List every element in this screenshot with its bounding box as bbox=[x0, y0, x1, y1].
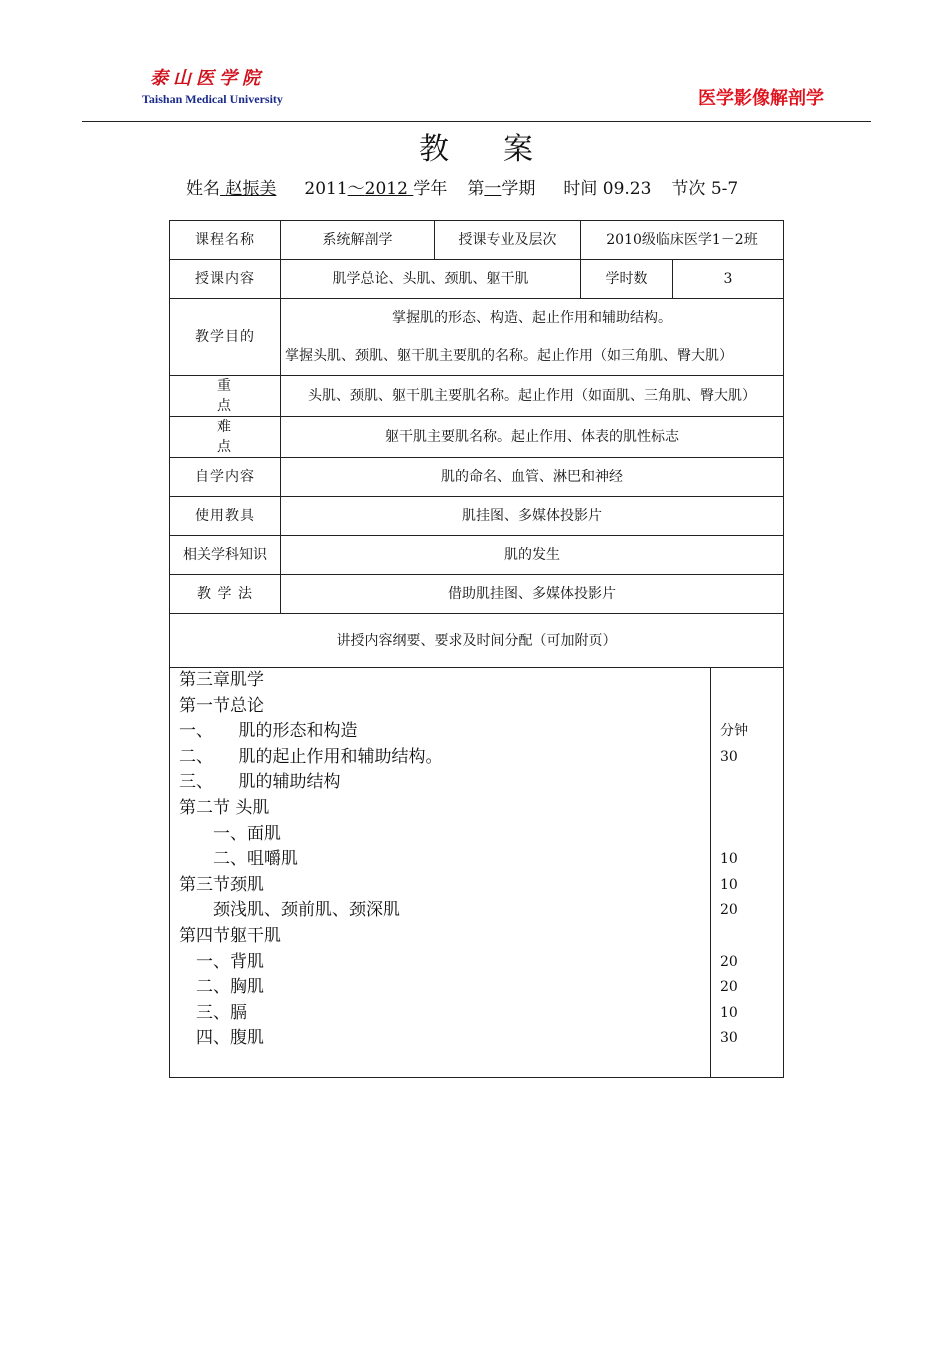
session-value: 节次 5-7 bbox=[671, 179, 739, 199]
outline-line: 颈浅肌、颈前肌、颈深肌 bbox=[179, 900, 400, 921]
row-goal bbox=[170, 299, 784, 376]
minutes-cell: 30 bbox=[720, 748, 738, 765]
goal-line-1: 掌握肌的形态、构造、起止作用和辅助结构。 bbox=[392, 310, 672, 326]
row-key-points bbox=[170, 376, 784, 417]
tools-value: 肌挂图、多媒体投影片 bbox=[281, 497, 784, 536]
outline-line: 一、面肌 bbox=[179, 823, 281, 844]
title-part1: 教 bbox=[419, 132, 449, 167]
header-divider bbox=[82, 121, 871, 122]
university-logo-en: Taishan Medical University bbox=[142, 92, 283, 106]
outline-line: 二、胸肌 bbox=[179, 977, 264, 998]
major-label: 授课专业及层次 bbox=[435, 221, 581, 260]
year-start: 2011 bbox=[304, 179, 348, 199]
outline-line: 第三节颈肌 bbox=[179, 874, 264, 895]
selfstudy-label: 自学内容 bbox=[170, 458, 281, 497]
minutes-cell: 10 bbox=[720, 1004, 738, 1021]
year-range: ～2012 bbox=[347, 179, 408, 199]
key-value: 头肌、颈肌、躯干肌主要肌名称。起止作用（如面肌、三角肌、臀大肌） bbox=[281, 376, 784, 417]
goal-line-2: 掌握头肌、颈肌、躯干肌主要肌的名称。起止作用（如三角肌、臀大肌） bbox=[285, 348, 733, 364]
row-self-study bbox=[170, 458, 784, 497]
university-logo-cn: 泰山医学院 bbox=[150, 68, 265, 89]
name-label: 姓名 bbox=[186, 179, 220, 199]
term-suffix: 学期 bbox=[501, 179, 536, 199]
hours-value: 3 bbox=[673, 260, 784, 299]
outline-header: 讲授内容纲要、要求及时间分配（可加附页） bbox=[170, 614, 784, 668]
outline-line: 一、背肌 bbox=[179, 951, 264, 972]
tools-label: 使用教具 bbox=[170, 497, 281, 536]
minutes-cell bbox=[720, 796, 783, 822]
title-part2: 案 bbox=[503, 132, 533, 167]
row-related bbox=[170, 536, 784, 575]
difficulty-value: 躯干肌主要肌名称。起止作用、体表的肌性标志 bbox=[281, 417, 784, 458]
outline-line: 四、腹肌 bbox=[179, 1028, 264, 1049]
content-value: 肌学总论、头肌、颈肌、躯干肌 bbox=[281, 260, 581, 299]
goal-value bbox=[281, 299, 784, 376]
outline-line: 二、咀嚼肌 bbox=[179, 849, 298, 870]
lesson-plan-table bbox=[169, 220, 784, 1078]
minutes-cell: 10 bbox=[720, 851, 738, 868]
outline-content bbox=[170, 668, 711, 1078]
row-method bbox=[170, 575, 784, 614]
page-header bbox=[0, 0, 952, 124]
minutes-cell bbox=[720, 822, 783, 848]
row-content bbox=[170, 260, 784, 299]
method-label: 教 学 法 bbox=[170, 575, 281, 614]
document-title bbox=[0, 124, 952, 168]
minutes-cell: 分钟 bbox=[720, 723, 748, 740]
row-course-name bbox=[170, 221, 784, 260]
minutes-cell: 10 bbox=[720, 876, 738, 893]
minutes-cell bbox=[720, 770, 783, 796]
outline-line: 二、 肌的起止作用和辅助结构。 bbox=[179, 746, 443, 767]
outline-line: 三、 肌的辅助结构 bbox=[179, 772, 341, 793]
content-label: 授课内容 bbox=[170, 260, 281, 299]
year-suffix: 学年 bbox=[413, 179, 448, 199]
goal-label: 教学目的 bbox=[170, 299, 281, 376]
selfstudy-value: 肌的命名、血管、淋巴和神经 bbox=[281, 458, 784, 497]
method-value: 借助肌挂图、多媒体投影片 bbox=[281, 575, 784, 614]
outline-line: 第一节总论 bbox=[179, 695, 264, 716]
key-label: 重点 bbox=[170, 376, 281, 417]
minutes-cell: 30 bbox=[720, 1030, 738, 1047]
related-value: 肌的发生 bbox=[281, 536, 784, 575]
minutes-cell: 20 bbox=[720, 953, 738, 970]
minutes-cell bbox=[720, 694, 783, 720]
teacher-meta-line bbox=[186, 174, 738, 199]
minutes-cell: 20 bbox=[720, 902, 738, 919]
row-tools bbox=[170, 497, 784, 536]
row-outline-header bbox=[170, 614, 784, 668]
course-name-value: 系统解剖学 bbox=[281, 221, 435, 260]
term-value: 一 bbox=[484, 179, 502, 199]
minutes-cell bbox=[720, 668, 783, 694]
outline-line: 三、膈 bbox=[179, 1002, 247, 1023]
major-value: 2010级临床医学1－2班 bbox=[581, 221, 784, 260]
term-prefix: 第 bbox=[467, 179, 485, 199]
header-course-title: 医学影像解剖学 bbox=[698, 88, 824, 109]
difficulty-label: 难点 bbox=[170, 417, 281, 458]
name-value: 赵振美 bbox=[225, 179, 277, 199]
minutes-cell: 20 bbox=[720, 979, 738, 996]
hours-label: 学时数 bbox=[581, 260, 673, 299]
time-value: 时间 09.23 bbox=[563, 179, 652, 199]
related-label: 相关学科知识 bbox=[170, 536, 281, 575]
outline-line: 第三章肌学 bbox=[179, 670, 264, 690]
outline-line: 第四节躯干肌 bbox=[179, 925, 281, 946]
minutes-cell bbox=[720, 924, 783, 950]
row-difficulty bbox=[170, 417, 784, 458]
outline-line: 第二节 头肌 bbox=[179, 797, 270, 818]
course-name-label: 课程名称 bbox=[170, 221, 281, 260]
minutes-column bbox=[711, 668, 784, 1078]
outline-line: 一、 肌的形态和构造 bbox=[179, 721, 358, 742]
row-outline bbox=[170, 668, 784, 1078]
